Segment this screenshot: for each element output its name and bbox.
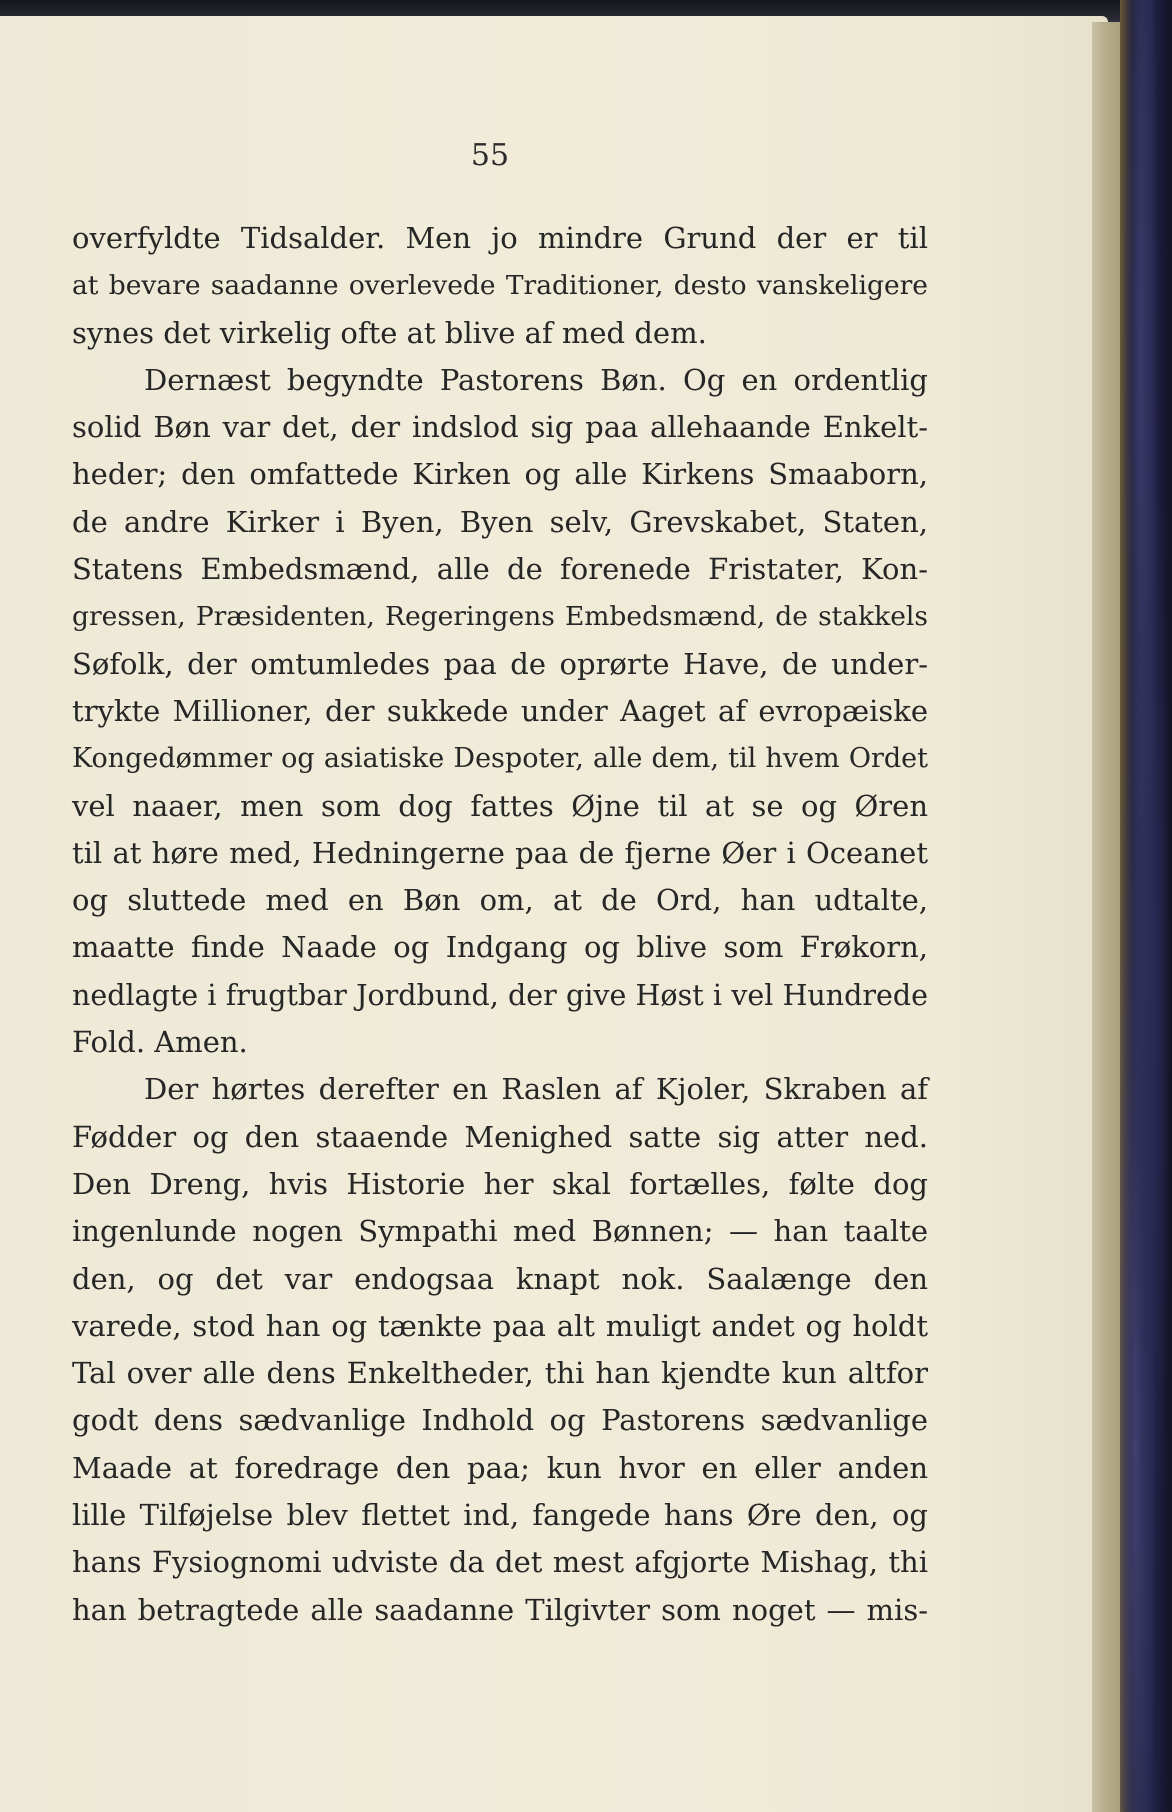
text-line: solid Bøn var det, der indslod sig paa allehaande Enkelt- bbox=[72, 410, 928, 445]
text-line: Dernæst begyndte Pastorens Bøn. Og en ordentlig bbox=[144, 362, 928, 397]
text-line: hans Fysiognomi udviste da det mest afgjorte Mishag, thi bbox=[72, 1545, 928, 1580]
body-text bbox=[72, 215, 928, 1634]
text-line: overfyldte Tidsalder. Men jo mindre Grund der er til bbox=[72, 221, 928, 255]
text-line: Tal over alle dens Enkeltheder, thi han kjendte kun altfor bbox=[72, 1356, 928, 1391]
text-line: til at høre med, Hedningerne paa de fjerne Øer i Oceanet bbox=[72, 835, 928, 870]
text-line: synes det virkelig ofte at blive af med dem. bbox=[72, 315, 707, 350]
text-line: den, og det var endogsaa knapt nok. Saalænge den bbox=[72, 1261, 928, 1296]
text-line: Den Dreng, hvis Historie her skal fortælles, følte dog bbox=[72, 1166, 928, 1201]
text-line: Der hørtes derefter en Raslen af Kjoler, Skraben af bbox=[144, 1072, 928, 1107]
text-line: Maade at foredrage den paa; kun hvor en eller anden bbox=[72, 1450, 928, 1485]
text-line: lille Tilføjelse blev flettet ind, fangede hans Øre den, og bbox=[72, 1498, 928, 1533]
text-line: at bevare saadanne overlevede Traditioner, desto vanskeligere bbox=[72, 270, 928, 302]
text-line: Fødder og den staaende Menighed satte sig atter ned. bbox=[72, 1119, 928, 1154]
text-line: varede, stod han og tænkte paa alt muligt andet og holdt bbox=[72, 1308, 928, 1343]
text-line: Fold. Amen. bbox=[72, 1025, 248, 1060]
text-line: heder; den omfattede Kirken og alle Kirkens Smaaborn, bbox=[72, 457, 928, 492]
text-line: Statens Embedsmænd, alle de forenede Fristater, Kon- bbox=[72, 552, 928, 587]
page-number: 55 bbox=[470, 138, 510, 173]
text-line: ingenlunde nogen Sympathi med Bønnen; — han taalte bbox=[72, 1214, 928, 1249]
text-line: vel naaer, men som dog fattes Øjne til at se og Øren bbox=[72, 788, 928, 823]
text-line: godt dens sædvanlige Indhold og Pastorens sædvanlige bbox=[72, 1403, 928, 1438]
text-line: trykte Millioner, der sukkede under Aaget af evropæiske bbox=[72, 693, 928, 728]
text-line: Søfolk, der omtumledes paa de oprørte Have, de under- bbox=[72, 646, 928, 681]
text-line: nedlagte i frugtbar Jordbund, der give Høst i vel Hundrede bbox=[72, 978, 928, 1012]
marbled-cover-edge bbox=[1120, 0, 1172, 1812]
text-line: de andre Kirker i Byen, Byen selv, Grevskabet, Staten, bbox=[72, 504, 928, 539]
text-line: gressen, Præsidenten, Regeringens Embedsmænd, de stakkels bbox=[72, 601, 928, 633]
text-line: og sluttede med en Bøn om, at de Ord, han udtalte, bbox=[72, 883, 928, 918]
text-line: maatte finde Naade og Indgang og blive som Frøkorn, bbox=[72, 930, 928, 965]
text-line: han betragtede alle saadanne Tilgivter som noget — mis- bbox=[72, 1592, 928, 1627]
page-edge-gutter bbox=[1092, 22, 1122, 1812]
text-line: Kongedømmer og asiatiske Despoter, alle dem, til hvem Ordet bbox=[72, 743, 928, 775]
